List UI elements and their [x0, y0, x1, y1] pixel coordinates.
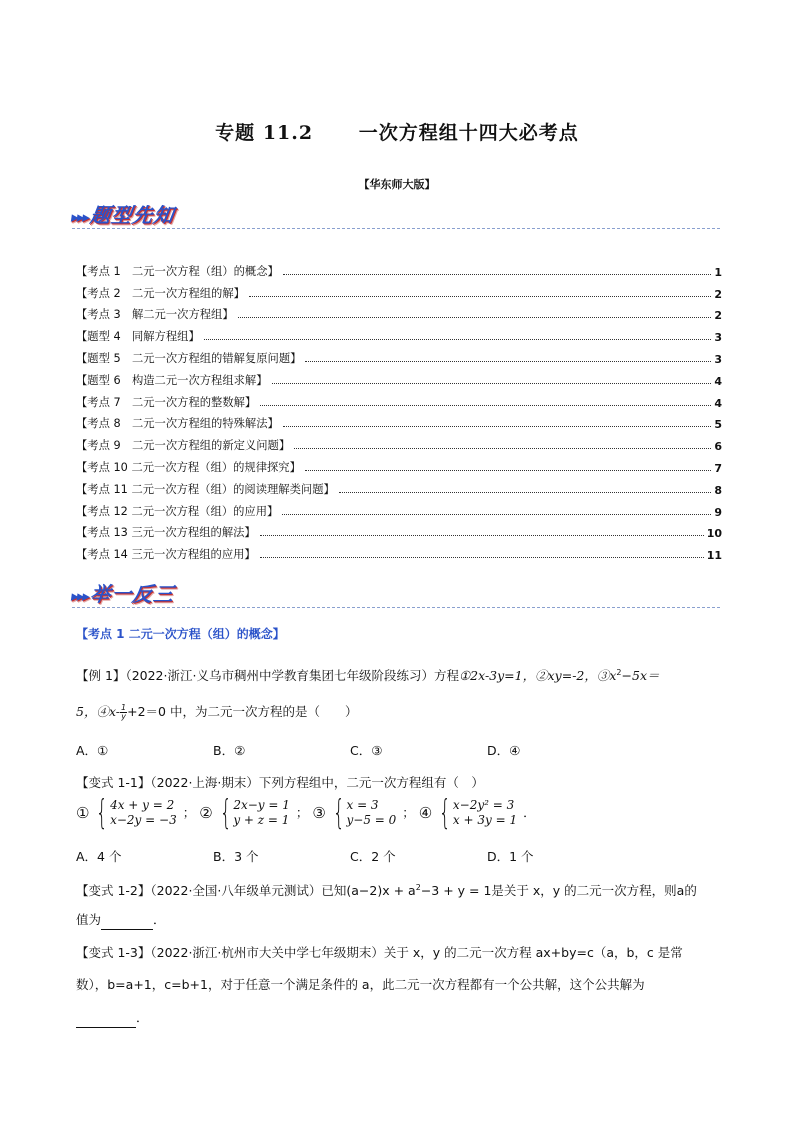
brace-icon: { [219, 793, 232, 833]
toc-item[interactable] [76, 257, 722, 279]
toc-item-label: 【考点 10 二元一次方程（组）的规律探究】 [76, 460, 301, 474]
toc-leader [260, 535, 704, 536]
toc-leader [204, 339, 712, 340]
option-d: D．1 个 [487, 849, 534, 864]
toc-item-page: 9 [714, 505, 722, 519]
toc-item[interactable] [76, 388, 722, 410]
system-body [215, 793, 290, 833]
toc-item[interactable] [76, 475, 722, 497]
system-line: 2x−y = 1 [233, 798, 290, 812]
toc-leader [283, 274, 712, 275]
toc-item[interactable] [76, 322, 722, 344]
toc-leader [272, 383, 712, 384]
system-line: y + z = 1 [233, 813, 290, 827]
option-b: B．② [213, 743, 246, 758]
equation-system [199, 793, 312, 833]
toc-item-page: 2 [714, 287, 722, 301]
page-title [0, 118, 794, 145]
system-line: x = 3 [346, 798, 379, 812]
toc-item[interactable] [76, 410, 722, 432]
toc-leader [294, 448, 711, 449]
system-body [434, 793, 518, 833]
brace-icon: { [96, 793, 109, 833]
title-prefix: 专题 [215, 122, 256, 144]
section-heading: 【考点 1 二元一次方程（组）的概念】 [76, 627, 285, 641]
toc-item-label: 【考点 14 三元一次方程组的应用】 [76, 548, 256, 562]
period: ． [153, 912, 166, 927]
option-d: D．④ [487, 743, 521, 758]
system-line: x−2y² = 3 [452, 798, 515, 812]
toc-item-page: 8 [714, 483, 722, 497]
toc-item-page: 7 [714, 461, 722, 475]
toc-item-label: 【考点 3 解二元一次方程组】 [76, 308, 234, 322]
toc-item[interactable] [76, 519, 722, 541]
toc-item-label: 【考点 2 二元一次方程组的解】 [76, 286, 245, 300]
system-line: 4x + y = 2 [110, 798, 175, 812]
variant-1-1-options [76, 847, 676, 865]
toc-item[interactable] [76, 497, 722, 519]
system-body [91, 793, 177, 833]
toc-leader [282, 514, 711, 515]
example-tag: 【例 1】 [76, 668, 126, 684]
toc-item-page: 6 [714, 440, 722, 454]
toc-leader [305, 361, 711, 362]
toc-item-page: 11 [706, 549, 722, 563]
toc-item[interactable] [76, 301, 722, 323]
toc-item-page: 4 [714, 374, 722, 388]
variant-tag: 【变式 1-2】 [76, 883, 151, 899]
toc-item-label: 【考点 8 二元一次方程组的特殊解法】 [76, 417, 279, 431]
example-source: （2022·浙江·义乌市稠州中学教育集团七年级阶段练习）方程 [125, 668, 459, 684]
example-eq4: 5，④x- [76, 704, 121, 719]
variant-text: （2022·浙江·杭州市大关中学七年级期末）关于 x，y 的二元一次方程 ax+by=c（a，b，c 是常 [150, 945, 683, 960]
toc-leader [283, 426, 712, 427]
variant-1-1-systems [76, 793, 540, 833]
example-question: +2＝0 中，为二元一次方程的是（ ） [127, 704, 358, 719]
answer-blank[interactable] [101, 911, 153, 930]
example-equation-tail: −5x＝ [621, 668, 660, 684]
toc-item-label: 【考点 9 二元一次方程组的新定义问题】 [76, 439, 291, 453]
banner-overview [70, 199, 177, 228]
toc-item-label: 【题型 5 二元一次方程组的错解复原问题】 [76, 351, 302, 365]
brace-icon: { [332, 793, 345, 833]
variant-1-2-line-1: 【变式 1-2】（2022·全国·八年级单元测试）已知$(a-2)x + a^2-3 + y = 1$是关于 x，y 的二元一次方程，则a的 [76, 883, 697, 899]
system-body [328, 793, 397, 833]
toc-item[interactable] [76, 366, 722, 388]
variant-text: 值为 [76, 912, 102, 927]
system-marker: ② [199, 804, 213, 822]
toc-item[interactable] [76, 453, 722, 475]
toc-item[interactable] [76, 431, 722, 453]
toc-item[interactable] [76, 540, 722, 562]
toc-item-page: 3 [714, 331, 722, 345]
toc-item-label: 【题型 6 构造二元一次方程组求解】 [76, 373, 268, 387]
system-line: x−2y = −3 [110, 813, 177, 827]
example-1-line-2 [76, 703, 357, 721]
equation-system [312, 793, 418, 833]
system-line: y−5 = 0 [346, 813, 397, 827]
title-number: 11.2 [262, 122, 314, 144]
banner-overview-text: 题型先知 [88, 203, 177, 227]
option-a: A．① [76, 743, 109, 758]
variant-text-a: （2022·全国·八年级单元测试）已知(a−2)x + a [150, 883, 416, 899]
brace-icon: { [439, 793, 452, 833]
option-c: C．2 个 [350, 849, 396, 864]
variant-1-2-line-2 [76, 911, 166, 930]
toc-item[interactable] [76, 279, 722, 301]
toc-leader [249, 296, 711, 297]
toc-leader [339, 492, 712, 493]
option-a: A．4 个 [76, 849, 122, 864]
example-equations: ①2x-3y=1，②xy=-2，③x [458, 668, 617, 684]
variant-1-3-line-2: 数），b=a+1，c=b+1，对于任意一个满足条件的 a，此二元一次方程都有一个公共解，这个公共解为 [76, 977, 645, 992]
toc-leader [238, 317, 712, 318]
divider [72, 607, 720, 608]
table-of-contents [76, 257, 722, 562]
variant-tag: 【变式 1-1】 [76, 775, 151, 790]
toc-item-page: 3 [714, 352, 722, 366]
separator: ； [295, 805, 309, 820]
system-marker: ③ [312, 804, 326, 822]
system-line: x + 3y = 1 [452, 813, 518, 827]
edition-label: 【华东师大版】 [358, 178, 436, 191]
toc-item-label: 【考点 12 二元一次方程（组）的应用】 [76, 504, 279, 518]
option-c: C．③ [350, 743, 383, 758]
toc-item-page: 4 [714, 396, 722, 410]
toc-item-page: 1 [714, 265, 722, 279]
example-1-options [76, 741, 676, 759]
toc-leader [305, 470, 711, 471]
arrows-icon: ▸▸▸ [70, 587, 90, 605]
option-b: B．3 个 [213, 849, 259, 864]
toc-item-page: 10 [706, 527, 722, 541]
variant-1-1-line [76, 774, 484, 792]
separator: ． [523, 805, 536, 820]
equation-system [418, 793, 540, 833]
variant-text-b: −3 + y = 1是关于 x，y 的二元一次方程，则a的 [420, 883, 697, 899]
system-marker: ① [76, 804, 90, 822]
toc-item-page: 2 [714, 309, 722, 323]
fraction-1-over-y: $\frac{1}{y}$ [121, 703, 127, 721]
toc-leader [260, 405, 711, 406]
separator: ； [182, 805, 196, 820]
answer-blank[interactable] [76, 1009, 136, 1028]
variant-1-3-line-3 [76, 1009, 149, 1028]
toc-item-label: 【考点 13 三元一次方程组的解法】 [76, 526, 256, 540]
separator: ； [402, 805, 415, 820]
toc-item[interactable] [76, 344, 722, 366]
banner-examples [70, 578, 177, 607]
variant-text: （2022·上海·期末）下列方程组中，二元一次方程组有（ ） [150, 775, 484, 790]
toc-leader [260, 557, 704, 558]
banner-examples-text: 举一反三 [88, 582, 177, 606]
arrows-icon: ▸▸▸ [70, 208, 90, 226]
divider [72, 228, 720, 229]
toc-item-label: 【考点 7 二元一次方程的整数解】 [76, 395, 257, 409]
variant-1-3-line-1 [76, 944, 683, 962]
variant-tag: 【变式 1-3】 [76, 945, 151, 960]
toc-item-label: 【题型 4 同解方程组】 [76, 330, 200, 344]
toc-item-label: 【考点 11 二元一次方程（组）的阅读理解类问题】 [76, 482, 335, 496]
example-1-line-1: 【例 1】（2022·浙江·义乌市稠州中学教育集团七年级阶段练习）方程①2x-3y=1，②xy=-2，$③x^2-5x=$ [76, 668, 660, 684]
toc-item-page: 5 [714, 418, 722, 432]
title-text: 一次方程组十四大必考点 [358, 122, 579, 144]
system-marker: ④ [418, 804, 433, 822]
equation-system [76, 793, 199, 833]
period: ． [136, 1010, 149, 1025]
toc-item-label: 【考点 1 二元一次方程（组）的概念】 [76, 264, 279, 278]
